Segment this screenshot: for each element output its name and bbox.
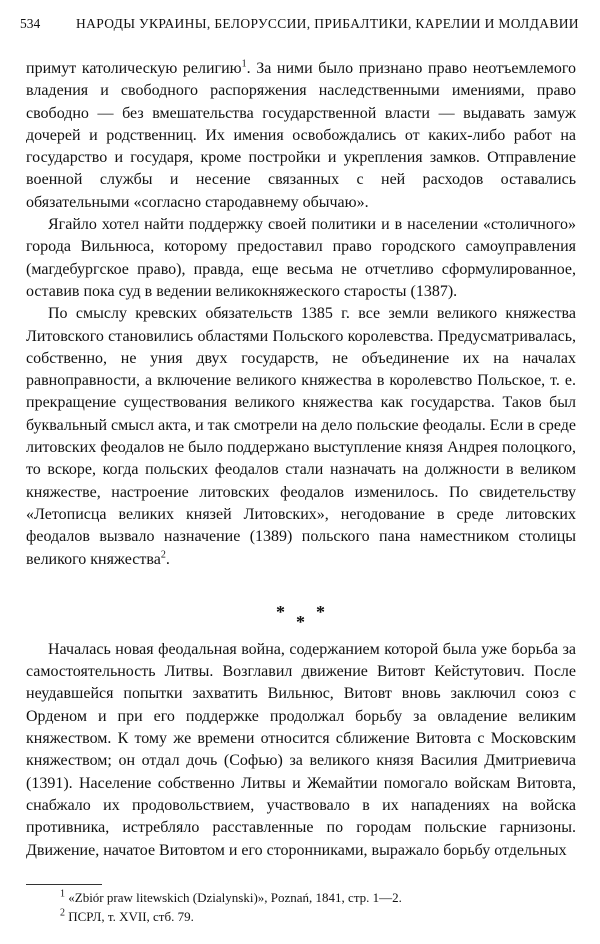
paragraph-2: Ягайло хотел найти поддержку своей политики и в населении «столичного» города Вильнюса, которому предоставил право городского самоуправления (магдебургское право), правда, еще весьма не отчетливо сформулированное, оставив пока суд в ведении великокняжеского старосты (1387). — [26, 216, 576, 300]
footnotes — [60, 888, 580, 926]
separator-star: * — [276, 602, 285, 622]
paragraph-text: . — [165, 550, 170, 568]
main-text — [26, 58, 576, 862]
paragraph-text: По смыслу кревских обязательств 1385 г. все земли великого княжества Литовского становились областями Польского королевства. Предусматривалась, собственно, не уния двух государств, не объединение их на началах равноправности, а включение великого княжества в королевство Польское, т. е. прекращение существования великого княжества как государства. Таков был буквальный смысл акта, и так смотрели на дело польские феодалы. Если в среде литовских феодалов не было поддержано выступление князя Андрея полоцкого, то вскоре, когда польских феодалов стали назначать на должности в великом княжестве, настроение литовских феодалов изменилось. По свидетельству «Летописца великих князей Литовских», негодование в среде литовских феодалов вызвало назначение (1389) польского пана наместником столицы великого княжества — [26, 305, 576, 568]
paragraph-text: . За ними было признано право неотъемлемого владения и свободного распоряжения наследственными имениями, право свободно — без вмешательства государственной власти — выдавать замуж дочерей и родственниц. Их имения освобождались от каких-либо работ на государство и государя, кроме постройки и укрепления замков. Отправление военной службы и несение связанных с ней расходов оставались обязательными «согласно стародавнему обычаю». — [26, 60, 577, 211]
paragraph-4: Началась новая феодальная война, содержанием которой была уже борьба за самостоятельность Литвы. Возглавил движение Витовт Кейстутович. После неудавшейся попытки захватить Вильнюс, Витовт вновь заключил союз с Орденом и при его поддержке продолжал борьбу за овладение великим княжеством. К тому же времени относится сближение Витовта с Московским княжеством; он отдал дочь (Софью) за великого князя Василия Дмитриевича (1391). Население собственно Литвы и Жемайтии помогало войскам Витовта, снабжало их продовольствием, участвовало в их нападениях на войска противника, истребляло расставленные по городам польские гарнизоны. Движение, начатое Витовтом и его сторонниками, выражало борьбу отдельных — [26, 640, 576, 859]
footnote-text: «Zbiór praw litewskich (Dzialynski)», Poznań, 1841, стр. 1—2. — [65, 890, 402, 905]
paragraph-3 — [26, 303, 576, 571]
footnote-divider — [26, 884, 102, 885]
paragraph-text: примут католическую религию — [26, 60, 242, 77]
footnote-mark: 2 — [60, 907, 65, 919]
paragraph-1 — [26, 58, 576, 214]
running-head-title: НАРОДЫ УКРАИНЫ, БЕЛОРУССИИ, ПРИБАЛТИКИ, КАРЕЛИИ И МОЛДАВИИ — [76, 16, 579, 31]
footnote-mark: 1 — [60, 888, 65, 900]
running-header — [20, 14, 582, 34]
footnote-ref-2: 2 — [160, 549, 166, 561]
footnote-ref-1: 1 — [241, 58, 247, 70]
footnote-2 — [60, 907, 580, 926]
separator-star: * — [296, 612, 305, 632]
page-number: 534 — [20, 16, 41, 31]
separator-star: * — [316, 602, 325, 622]
footnote-text: ПСРЛ, т. XVII, стб. 79. — [65, 909, 194, 924]
section-separator — [276, 602, 336, 636]
footnote-1 — [60, 888, 580, 907]
